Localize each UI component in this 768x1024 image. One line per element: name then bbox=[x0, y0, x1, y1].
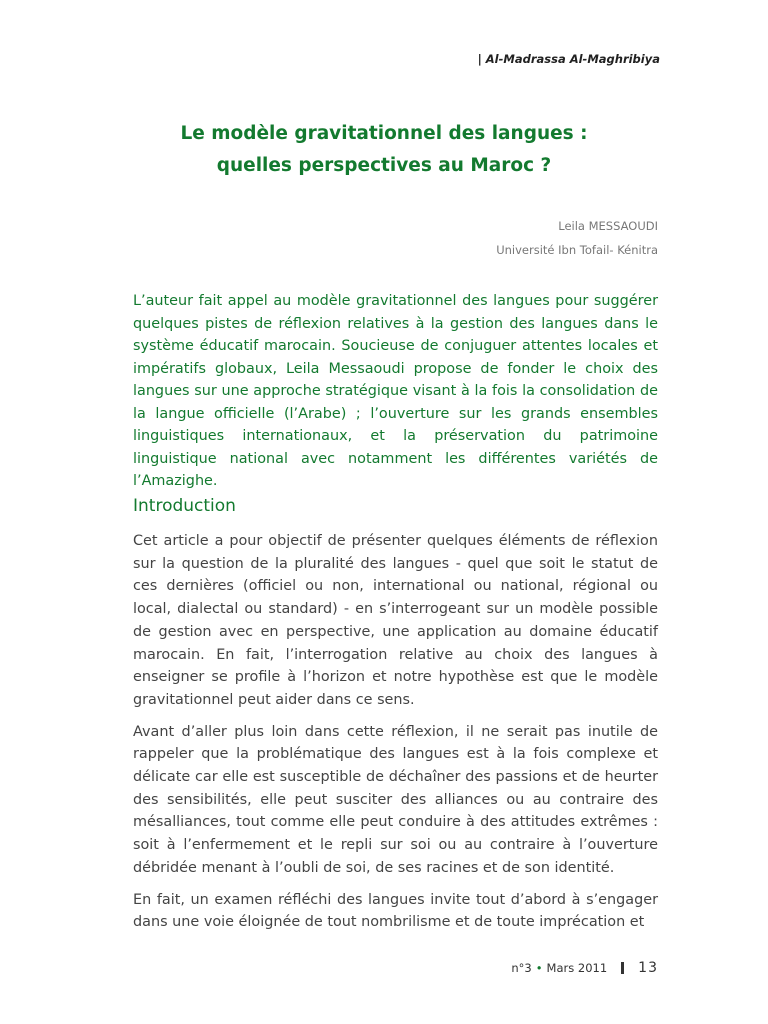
issue-number: n°3 bbox=[511, 961, 532, 975]
issue-date: Mars 2011 bbox=[546, 961, 608, 975]
paragraph: Cet article a pour objectif de présenter quelques éléments de réflexion sur la question de la pluralité des langues - quel que soit le statut de ces dernières (officiel ou non, international ou national, régional ou local, dialectal ou standard) - en s’interrogeant sur un modèle possible de gestion avec en perspective, une application au domaine éducatif marocain. En fait, l’interrogation relative au choix des langues à enseigner se profile à l’horizon et notre hypothèse est que le modèle gravitationnel peut aider dans ce sens. bbox=[133, 533, 658, 708]
bullet-separator: • bbox=[535, 961, 543, 975]
paragraph: En fait, un examen réfléchi des langues invite tout d’abord à s’engager dans une voie éloignée de tout nombrilisme et de toute imprécation et bbox=[133, 891, 658, 931]
page-number: 13 bbox=[638, 960, 658, 976]
abstract: L’auteur fait appel au modèle gravitationnel des langues pour suggérer quelques pistes de réflexion relatives à la gestion des langues dans le système éducatif marocain. Soucieuse de conjuguer attentes locales et impératifs globaux, Leila Messaoudi propose de fonder le choix des langues sur une approche stratégique visant à la fois la consolidation de la langue officielle (l’Arabe) ; l’ouverture sur les grands ensembles linguistiques internationaux, et la préservation du patrimoine linguistique national avec notamment les différentes variétés de l’Amazighe. bbox=[133, 293, 658, 489]
section-heading: Introduction bbox=[133, 496, 236, 516]
paragraph: Avant d’aller plus loin dans cette réflexion, il ne serait pas inutile de rappeler que la problématique des langues est à la fois complexe et délicate car elle est susceptible de déchaîner des passions et de heurter des sensibilités, elle peut susciter des alliances ou au contraire des mésalliances, tout comme elle peut conduire à des attitudes extrêmes : soit à l’enfermement et le repli sur soi ou au contraire à l’ouverture débridée menant à l’oubli de soi, de ses racines et de son identité. bbox=[133, 723, 658, 876]
vertical-bar-divider bbox=[621, 962, 624, 974]
author-affiliation: Université Ibn Tofail- Kénitra bbox=[496, 243, 658, 257]
article-title bbox=[0, 118, 768, 182]
title-line-1: Le modèle gravitationnel des langues : bbox=[180, 123, 588, 144]
author-name: Leila MESSAOUDI bbox=[558, 219, 658, 233]
body-text bbox=[133, 530, 658, 943]
title-line-2: quelles perspectives au Maroc ? bbox=[216, 155, 552, 176]
byline bbox=[496, 214, 658, 262]
page-footer bbox=[511, 960, 658, 976]
running-header: | Al-Madrassa Al-Maghribiya bbox=[477, 52, 660, 66]
